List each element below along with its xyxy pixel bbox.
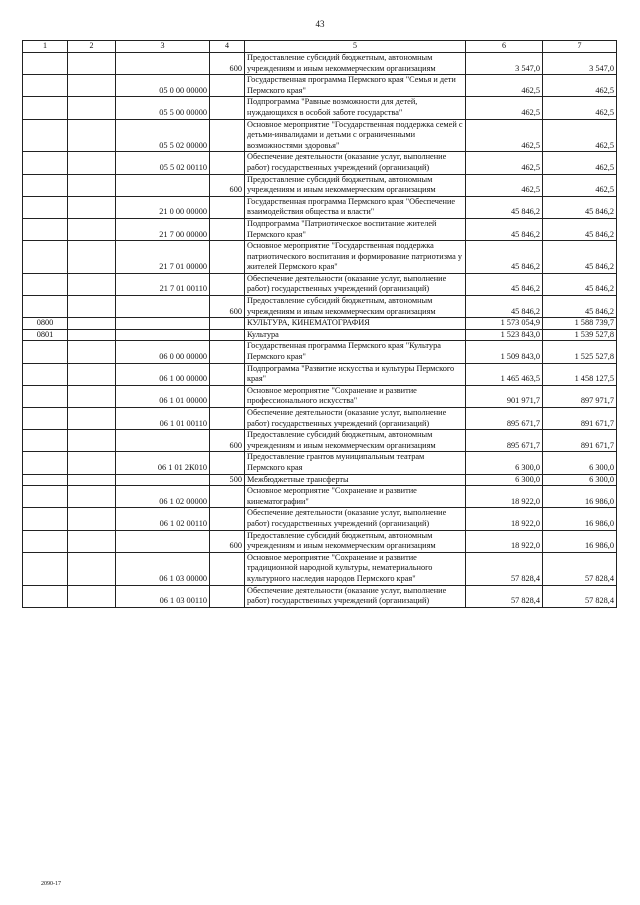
target-code-cell [116,174,210,196]
subsection-cell [68,196,116,218]
expense-type-cell: 600 [210,53,245,75]
amount-year2-cell: 462,5 [543,97,617,119]
item-name-cell: Обеспечение деятельности (оказание услуг, выполнение работ) государственных учреждений (организаций) [245,508,466,530]
table-row [23,273,617,295]
expense-type-cell [210,97,245,119]
table-row [23,174,617,196]
amount-year1-cell: 18 922,0 [466,486,543,508]
item-name-cell: Подпрограмма "Развитие искусства и культуры Пермского края" [245,363,466,385]
section-cell [23,430,68,452]
expense-type-cell [210,552,245,585]
target-code-cell [116,53,210,75]
amount-year2-cell: 16 986,0 [543,508,617,530]
section-cell [23,530,68,552]
amount-year1-cell: 45 846,2 [466,196,543,218]
item-name-cell: Культура [245,329,466,341]
item-name-cell: Основное мероприятие "Государственная поддержка патриотического воспитания и формирование патриотизма у жителей Пермского края" [245,241,466,274]
table-row [23,119,617,152]
column-header: 1 [23,41,68,53]
section-cell [23,486,68,508]
expense-type-cell [210,318,245,330]
section-cell [23,53,68,75]
table-row [23,452,617,474]
section-cell [23,385,68,407]
section-cell [23,97,68,119]
target-code-cell: 05 5 02 00110 [116,152,210,174]
table-row [23,152,617,174]
subsection-cell [68,318,116,330]
amount-year1-cell: 6 300,0 [466,452,543,474]
table-row [23,329,617,341]
subsection-cell [68,452,116,474]
target-code-cell: 21 7 00 00000 [116,218,210,240]
subsection-cell [68,241,116,274]
document-code: 2090-17 [41,881,61,887]
subsection-cell [68,552,116,585]
item-name-cell: Предоставление субсидий бюджетным, автономным учреждениям и иным некоммерческим организациям [245,296,466,318]
subsection-cell [68,53,116,75]
column-header: 3 [116,41,210,53]
subsection-cell [68,585,116,607]
amount-year2-cell: 462,5 [543,119,617,152]
table-row [23,474,617,486]
amount-year2-cell: 45 846,2 [543,241,617,274]
column-header: 6 [466,41,543,53]
table-row [23,552,617,585]
expense-type-cell [210,75,245,97]
amount-year1-cell: 57 828,4 [466,585,543,607]
amount-year2-cell: 1 539 527,8 [543,329,617,341]
amount-year1-cell: 6 300,0 [466,474,543,486]
target-code-cell: 05 0 00 00000 [116,75,210,97]
section-cell [23,218,68,240]
subsection-cell [68,508,116,530]
target-code-cell [116,530,210,552]
amount-year1-cell: 462,5 [466,75,543,97]
item-name-cell: Государственная программа Пермского края "Семья и дети Пермского края" [245,75,466,97]
subsection-cell [68,97,116,119]
amount-year1-cell: 18 922,0 [466,530,543,552]
table-row [23,408,617,430]
table-row [23,385,617,407]
target-code-cell: 05 5 02 00000 [116,119,210,152]
table-row [23,241,617,274]
target-code-cell [116,430,210,452]
section-cell [23,152,68,174]
section-cell [23,452,68,474]
subsection-cell [68,341,116,363]
header-row [23,41,617,53]
subsection-cell [68,486,116,508]
amount-year2-cell: 891 671,7 [543,408,617,430]
section-cell [23,585,68,607]
target-code-cell: 21 0 00 00000 [116,196,210,218]
target-code-cell [116,329,210,341]
target-code-cell [116,296,210,318]
section-cell [23,119,68,152]
target-code-cell: 21 7 01 00000 [116,241,210,274]
expense-type-cell: 600 [210,174,245,196]
expense-type-cell [210,196,245,218]
amount-year1-cell: 3 547,0 [466,53,543,75]
expense-type-cell [210,585,245,607]
item-name-cell: Предоставление субсидий бюджетным, автономным учреждениям и иным некоммерческим организациям [245,53,466,75]
amount-year2-cell: 3 547,0 [543,53,617,75]
target-code-cell [116,318,210,330]
target-code-cell: 06 1 01 00110 [116,408,210,430]
subsection-cell [68,530,116,552]
amount-year2-cell: 6 300,0 [543,452,617,474]
amount-year2-cell: 16 986,0 [543,530,617,552]
table-row [23,508,617,530]
item-name-cell: Обеспечение деятельности (оказание услуг, выполнение работ) государственных учреждений (организаций) [245,273,466,295]
amount-year2-cell: 462,5 [543,152,617,174]
section-cell [23,341,68,363]
amount-year2-cell: 16 986,0 [543,486,617,508]
item-name-cell: Основное мероприятие "Сохранение и развитие традиционной народной культуры, нематериального культурного наследия народов Пермского края" [245,552,466,585]
target-code-cell [116,474,210,486]
section-cell [23,174,68,196]
target-code-cell: 21 7 01 00110 [116,273,210,295]
amount-year1-cell: 45 846,2 [466,273,543,295]
subsection-cell [68,296,116,318]
subsection-cell [68,474,116,486]
expense-type-cell [210,218,245,240]
expense-type-cell: 600 [210,296,245,318]
subsection-cell [68,408,116,430]
amount-year1-cell: 1 509 843,0 [466,341,543,363]
table-row [23,75,617,97]
expense-type-cell [210,273,245,295]
amount-year2-cell: 891 671,7 [543,430,617,452]
subsection-cell [68,273,116,295]
item-name-cell: Предоставление субсидий бюджетным, автономным учреждениям и иным некоммерческим организациям [245,430,466,452]
amount-year1-cell: 901 971,7 [466,385,543,407]
target-code-cell: 06 1 02 00000 [116,486,210,508]
amount-year2-cell: 1 525 527,8 [543,341,617,363]
table-row [23,585,617,607]
table-row [23,53,617,75]
amount-year1-cell: 45 846,2 [466,241,543,274]
subsection-cell [68,329,116,341]
table-row [23,530,617,552]
subsection-cell [68,218,116,240]
page-number: 43 [315,19,325,29]
column-header: 2 [68,41,116,53]
expense-type-cell: 500 [210,474,245,486]
item-name-cell: Обеспечение деятельности (оказание услуг, выполнение работ) государственных учреждений (организаций) [245,585,466,607]
amount-year1-cell: 1 523 843,0 [466,329,543,341]
amount-year1-cell: 1 573 054,9 [466,318,543,330]
section-cell [23,296,68,318]
section-cell: 0801 [23,329,68,341]
subsection-cell [68,75,116,97]
section-cell [23,408,68,430]
item-name-cell: Предоставление грантов муниципальным театрам Пермского края [245,452,466,474]
amount-year2-cell: 57 828,4 [543,552,617,585]
item-name-cell: Подпрограмма "Патриотическое воспитание жителей Пермского края" [245,218,466,240]
target-code-cell: 06 1 01 2К010 [116,452,210,474]
item-name-cell: КУЛЬТУРА, КИНЕМАТОГРАФИЯ [245,318,466,330]
expense-type-cell [210,385,245,407]
table-row [23,341,617,363]
amount-year2-cell: 462,5 [543,174,617,196]
amount-year2-cell: 462,5 [543,75,617,97]
target-code-cell: 06 0 00 00000 [116,341,210,363]
amount-year2-cell: 45 846,2 [543,218,617,240]
item-name-cell: Основное мероприятие "Сохранение и развитие профессионального искусства" [245,385,466,407]
amount-year2-cell: 45 846,2 [543,296,617,318]
subsection-cell [68,385,116,407]
amount-year1-cell: 462,5 [466,119,543,152]
item-name-cell: Межбюджетные трансферты [245,474,466,486]
expense-type-cell [210,152,245,174]
subsection-cell [68,119,116,152]
expense-type-cell [210,241,245,274]
subsection-cell [68,430,116,452]
column-header: 4 [210,41,245,53]
subsection-cell [68,174,116,196]
expense-type-cell [210,119,245,152]
item-name-cell: Обеспечение деятельности (оказание услуг, выполнение работ) государственных учреждений (организаций) [245,152,466,174]
subsection-cell [68,363,116,385]
section-cell [23,75,68,97]
amount-year2-cell: 897 971,7 [543,385,617,407]
expense-type-cell [210,452,245,474]
subsection-cell [68,152,116,174]
amount-year1-cell: 45 846,2 [466,218,543,240]
amount-year1-cell: 895 671,7 [466,408,543,430]
section-cell [23,474,68,486]
section-cell [23,241,68,274]
amount-year2-cell: 6 300,0 [543,474,617,486]
section-cell [23,363,68,385]
table-row [23,196,617,218]
table-row [23,363,617,385]
amount-year1-cell: 57 828,4 [466,552,543,585]
expense-type-cell [210,341,245,363]
amount-year2-cell: 45 846,2 [543,196,617,218]
item-name-cell: Обеспечение деятельности (оказание услуг, выполнение работ) государственных учреждений (организаций) [245,408,466,430]
amount-year2-cell: 45 846,2 [543,273,617,295]
expense-type-cell [210,486,245,508]
amount-year1-cell: 18 922,0 [466,508,543,530]
table-row [23,318,617,330]
amount-year1-cell: 462,5 [466,97,543,119]
section-cell [23,196,68,218]
target-code-cell: 05 5 00 00000 [116,97,210,119]
expense-type-cell [210,329,245,341]
target-code-cell: 06 1 02 00110 [116,508,210,530]
amount-year1-cell: 45 846,2 [466,296,543,318]
target-code-cell: 06 1 01 00000 [116,385,210,407]
expense-type-cell [210,408,245,430]
expense-type-cell [210,363,245,385]
amount-year2-cell: 1 588 739,7 [543,318,617,330]
amount-year1-cell: 1 465 463,5 [466,363,543,385]
table-row [23,97,617,119]
table-row [23,486,617,508]
column-header: 7 [543,41,617,53]
section-cell [23,552,68,585]
section-cell [23,508,68,530]
target-code-cell: 06 1 03 00110 [116,585,210,607]
item-name-cell: Предоставление субсидий бюджетным, автономным учреждениям и иным некоммерческим организациям [245,530,466,552]
amount-year1-cell: 462,5 [466,152,543,174]
item-name-cell: Основное мероприятие "Государственная поддержка семей с детьми-инвалидами и детьми с ограниченными возможностями здоровья" [245,119,466,152]
column-header: 5 [245,41,466,53]
budget-table [22,40,617,608]
amount-year2-cell: 57 828,4 [543,585,617,607]
item-name-cell: Подпрограмма "Равные возможности для детей, нуждающихся в особой заботе государства" [245,97,466,119]
amount-year2-cell: 1 458 127,5 [543,363,617,385]
target-code-cell: 06 1 00 00000 [116,363,210,385]
item-name-cell: Государственная программа Пермского края "Обеспечение взаимодействия общества и власти" [245,196,466,218]
section-cell [23,273,68,295]
table-row [23,430,617,452]
target-code-cell: 06 1 03 00000 [116,552,210,585]
expense-type-cell: 600 [210,430,245,452]
item-name-cell: Основное мероприятие "Сохранение и развитие кинематографии" [245,486,466,508]
section-cell: 0800 [23,318,68,330]
amount-year1-cell: 895 671,7 [466,430,543,452]
item-name-cell: Государственная программа Пермского края "Культура Пермского края" [245,341,466,363]
table-row [23,218,617,240]
item-name-cell: Предоставление субсидий бюджетным, автономным учреждениям и иным некоммерческим организациям [245,174,466,196]
expense-type-cell: 600 [210,530,245,552]
table-row [23,296,617,318]
amount-year1-cell: 462,5 [466,174,543,196]
expense-type-cell [210,508,245,530]
